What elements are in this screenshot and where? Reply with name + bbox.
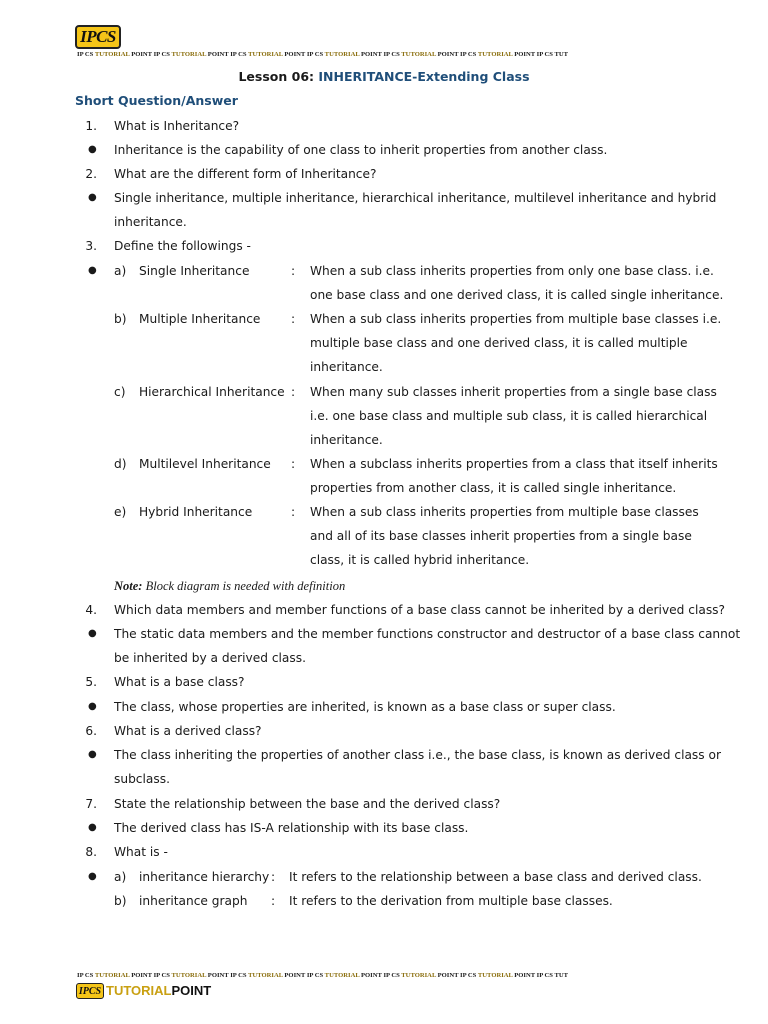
definition-colon: : bbox=[291, 264, 296, 278]
question-text: What is Inheritance? bbox=[114, 119, 240, 133]
definition-letter: a) bbox=[114, 264, 127, 278]
answer-text: Single inheritance, multiple inheritance, hierarchical inheritance, multilevel inheritance and hybrid bbox=[114, 191, 717, 205]
section-heading: Short Question/Answer bbox=[75, 93, 238, 108]
definition-text: i.e. one base class and multiple sub class, it is called hierarchical bbox=[310, 409, 708, 423]
question-number: 3. bbox=[85, 239, 97, 253]
answer-text: subclass. bbox=[114, 772, 170, 786]
question-text: What is a derived class? bbox=[114, 724, 262, 738]
definition-letter: b) bbox=[114, 894, 127, 908]
bullet-icon: ● bbox=[88, 192, 97, 203]
question-number: 2. bbox=[85, 167, 97, 181]
question-text: Which data members and member functions of a base class cannot be inherited by a derived class? bbox=[114, 603, 725, 617]
question-number: 6. bbox=[85, 724, 97, 738]
definition-term: Multiple Inheritance bbox=[139, 312, 261, 326]
bullet-icon: ● bbox=[88, 822, 97, 833]
definition-term: Hybrid Inheritance bbox=[139, 505, 253, 519]
definition-letter: d) bbox=[114, 457, 127, 471]
answer-text: be inherited by a derived class. bbox=[114, 651, 306, 665]
definition-text: When a subclass inherits properties from a class that itself inherits bbox=[310, 457, 718, 471]
definition-text: class, it is called hybrid inheritance. bbox=[310, 553, 530, 567]
footer-brand-part1: TUTORIAL bbox=[106, 983, 172, 998]
question-text: Define the followings - bbox=[114, 239, 251, 253]
question-number: 4. bbox=[85, 603, 97, 617]
lesson-title-prefix: Lesson 06: bbox=[238, 69, 319, 84]
definition-text: inheritance. bbox=[310, 433, 383, 447]
definition-text: multiple base class and one derived class, it is called multiple bbox=[310, 336, 688, 350]
answer-text: The derived class has IS-A relationship with its base class. bbox=[114, 821, 469, 835]
definition-colon: : bbox=[291, 457, 296, 471]
definition-text: When a sub class inherits properties from multiple base classes i.e. bbox=[310, 312, 722, 326]
bullet-icon: ● bbox=[88, 749, 97, 760]
definition-term: inheritance hierarchy bbox=[139, 870, 270, 884]
definition-text: When a sub class inherits properties from only one base class. i.e. bbox=[310, 264, 714, 278]
definition-letter: a) bbox=[114, 870, 127, 884]
question-number: 1. bbox=[85, 119, 97, 133]
answer-text: The static data members and the member functions constructor and destructor of a base class cannot bbox=[114, 627, 741, 641]
note-label: Note: bbox=[114, 579, 143, 593]
question-text: What is a base class? bbox=[114, 675, 245, 689]
question-number: 5. bbox=[85, 675, 97, 689]
definition-colon: : bbox=[291, 312, 296, 326]
answer-text: Inheritance is the capability of one class to inherit properties from another class. bbox=[114, 143, 608, 157]
definition-text: and all of its base classes inherit properties from a single base bbox=[310, 529, 692, 543]
question-text: State the relationship between the base and the derived class? bbox=[114, 797, 501, 811]
footer-banner-strip: IP CS TUTORIAL POINT IP CS TUTORIAL POINT IP CS TUTORIAL POINT IP CS TUTORIAL POINT IP CS TUTORIAL POINT IP CS TUTORIAL POINT IP CS TUT bbox=[77, 972, 569, 979]
definition-term: Multilevel Inheritance bbox=[139, 457, 271, 471]
note bbox=[114, 574, 345, 598]
definition-term: Single Inheritance bbox=[139, 264, 250, 278]
definition-letter: c) bbox=[114, 385, 126, 399]
definition-text: It refers to the derivation from multiple base classes. bbox=[289, 894, 613, 908]
definition-text: inheritance. bbox=[310, 360, 383, 374]
note-text: Block diagram is needed with definition bbox=[142, 579, 346, 593]
answer-text: inheritance. bbox=[114, 215, 187, 229]
bullet-icon: ● bbox=[88, 265, 97, 276]
definition-text: When many sub classes inherit properties from a single base class bbox=[310, 385, 717, 399]
definition-colon: : bbox=[271, 894, 276, 908]
header-banner-strip: IP CS TUTORIAL POINT IP CS TUTORIAL POINT IP CS TUTORIAL POINT IP CS TUTORIAL POINT IP CS TUTORIAL POINT IP CS TUTORIAL POINT IP CS TUT bbox=[77, 51, 569, 58]
question-number: 7. bbox=[85, 797, 97, 811]
answer-text: The class, whose properties are inherited, is known as a base class or super class. bbox=[114, 700, 616, 714]
bullet-icon: ● bbox=[88, 871, 97, 882]
lesson-title-topic: INHERITANCE-Extending Class bbox=[318, 69, 530, 84]
definition-text: When a sub class inherits properties from multiple base classes bbox=[310, 505, 699, 519]
definition-term: Hierarchical Inheritance bbox=[139, 385, 285, 399]
question-text: What is - bbox=[114, 845, 168, 859]
definition-text: It refers to the relationship between a base class and derived class. bbox=[289, 870, 702, 884]
bullet-icon: ● bbox=[88, 628, 97, 639]
lesson-title bbox=[0, 68, 768, 86]
definition-colon: : bbox=[291, 505, 296, 519]
definition-colon: : bbox=[271, 870, 276, 884]
footer-brand bbox=[106, 983, 211, 999]
question-text: What are the different form of Inheritance? bbox=[114, 167, 377, 181]
bullet-icon: ● bbox=[88, 701, 97, 712]
definition-letter: e) bbox=[114, 505, 127, 519]
definition-letter: b) bbox=[114, 312, 127, 326]
definition-text: one base class and one derived class, it is called single inheritance. bbox=[310, 288, 724, 302]
definition-term: inheritance graph bbox=[139, 894, 248, 908]
footer-logo-icon: IPCS bbox=[76, 983, 104, 999]
footer-brand-part2: POINT bbox=[171, 983, 212, 998]
question-number: 8. bbox=[85, 845, 97, 859]
definition-colon: : bbox=[291, 385, 296, 399]
bullet-icon: ● bbox=[88, 144, 97, 155]
answer-text: The class inheriting the properties of another class i.e., the base class, is known as derived class or bbox=[114, 748, 721, 762]
ipcs-logo: IPCS bbox=[75, 25, 121, 49]
definition-text: properties from another class, it is called single inheritance. bbox=[310, 481, 677, 495]
